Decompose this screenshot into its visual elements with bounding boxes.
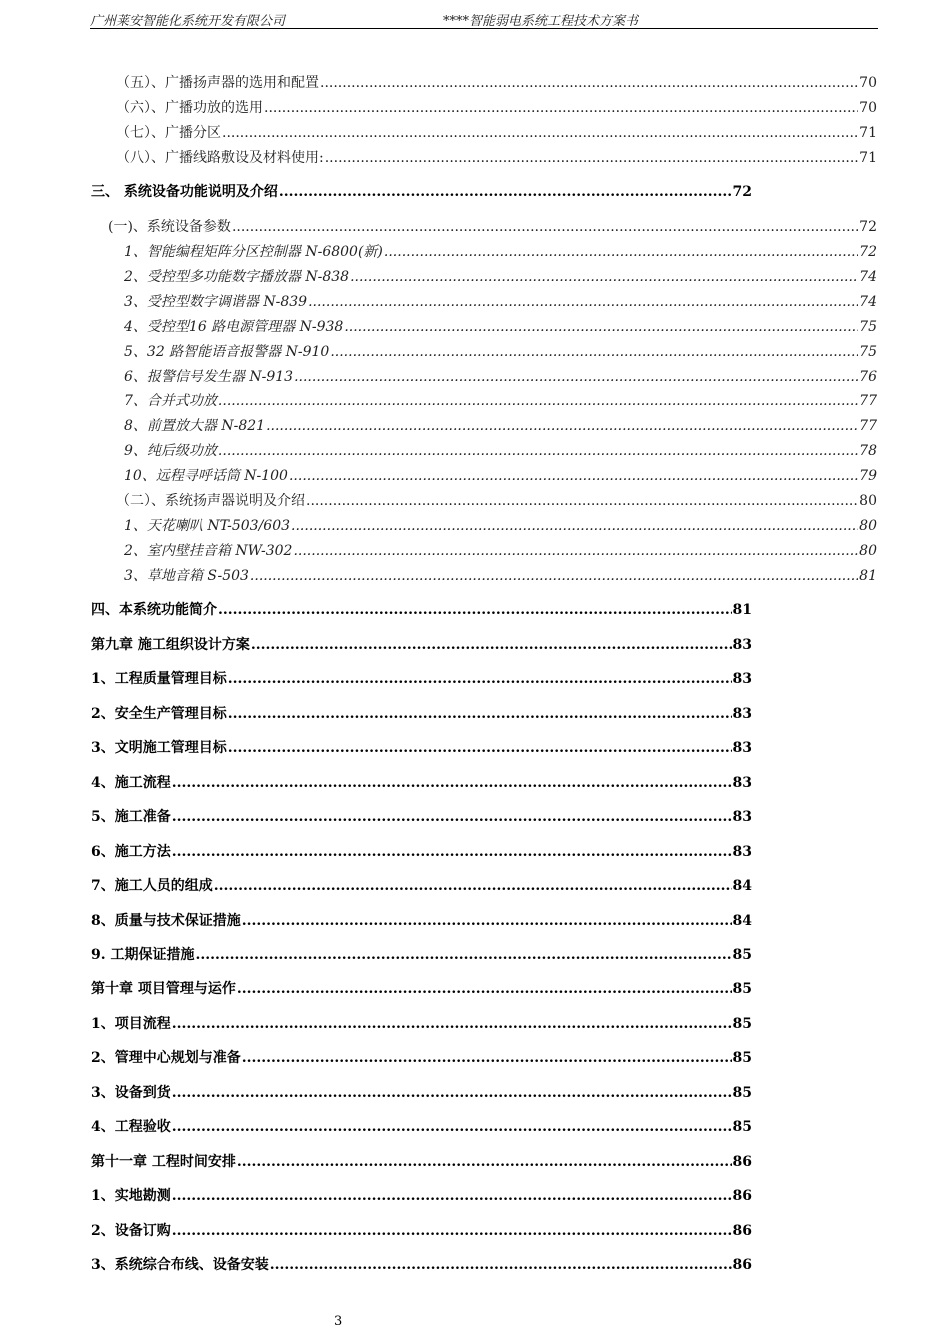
toc-entry[interactable]: 9、纯后级功放 ..... 78 [124,440,877,460]
header-company: 广州莱安智能化系统开发有限公司 [90,14,286,29]
toc-heading[interactable]: 7、施工人员的组成 ..... 84 [91,875,752,895]
toc-heading[interactable]: 3、设备到货 ..... 85 [91,1082,752,1102]
toc-heading[interactable]: 3、系统综合布线、设备安装 ..... 86 [91,1254,752,1274]
toc-entry[interactable]: 3、草地音箱 S-503 ..... 81 [124,565,877,585]
toc-entry[interactable]: 1、天花喇叭 NT-503/603 ..... 80 [124,515,877,535]
toc-heading[interactable]: 4、施工流程 ..... 83 [91,772,752,792]
toc-entry[interactable]: 8、前置放大器 N-821 ..... 77 [124,415,877,435]
toc-heading[interactable]: 四、本系统功能简介 ..... 81 [91,599,752,619]
toc-heading[interactable]: 第十一章 工程时间安排 ..... 86 [91,1151,752,1171]
toc-entry[interactable]: 4、受控型16 路电源管理器 N-938 ..... 75 [124,316,877,336]
toc-heading[interactable]: 1、项目流程 ..... 85 [91,1013,752,1033]
toc-entry[interactable]: （八）、广播线路敷设及材料使用: ..... 71 [116,147,877,167]
toc-heading[interactable]: 2、管理中心规划与准备 ..... 85 [91,1047,752,1067]
toc-heading[interactable]: 4、工程验收 ..... 85 [91,1116,752,1136]
toc-entry[interactable]: 6、报警信号发生器 N-913 ..... 76 [124,366,877,386]
toc-entry[interactable]: 1、智能编程矩阵分区控制器 N-6800(新) ..... 72 [124,241,877,261]
toc-entry[interactable]: （七）、广播分区 ..... 71 [116,122,877,142]
toc-entry[interactable]: 7、合并式功放 ..... 77 [124,390,877,410]
toc-heading[interactable]: 5、施工准备 ..... 83 [91,806,752,826]
toc-heading[interactable]: 6、施工方法 ..... 83 [91,841,752,861]
toc-entry[interactable]: 2、受控型多功能数字播放器 N-838 ..... 74 [124,266,877,286]
page-header [90,8,878,29]
toc-entry[interactable]: （二）、系统扬声器说明及介绍 ..... 80 [116,490,877,510]
toc-heading[interactable]: 2、安全生产管理目标 ..... 83 [91,703,752,723]
toc-heading[interactable]: 9. 工期保证措施 ..... 85 [91,944,752,964]
toc-entry[interactable]: 5、32 路智能语音报警器 N-910 ..... 75 [124,341,877,361]
toc-entry[interactable]: 10、远程寻呼话筒 N-100 ..... 79 [124,465,877,485]
toc-heading[interactable]: 2、设备订购 ..... 86 [91,1220,752,1240]
toc-entry[interactable]: (一)、系统设备参数 ..... 72 [108,216,877,236]
toc-heading[interactable]: 第十章 项目管理与运作 ..... 85 [91,978,752,998]
toc-entry[interactable]: （五）、广播扬声器的选用和配置 ..... 70 [116,72,877,92]
header-doc-title: ****智能弱电系统工程技术方案书 [443,14,639,29]
toc-heading[interactable]: 3、文明施工管理目标 ..... 83 [91,737,752,757]
toc-entry[interactable]: 2、室内壁挂音箱 NW-302 ..... 80 [124,540,877,560]
toc-heading[interactable]: 1、实地勘测 ..... 86 [91,1185,752,1205]
toc-entry[interactable]: （六）、广播功放的选用 ..... 70 [116,97,877,117]
page-number: 3 [334,1314,343,1329]
toc-heading[interactable]: 第九章 施工组织设计方案 ..... 83 [91,634,752,654]
toc-heading[interactable]: 三、 系统设备功能说明及介绍 ..... 72 [91,181,752,201]
toc-heading[interactable]: 8、质量与技术保证措施 ..... 84 [91,910,752,930]
toc-heading[interactable]: 1、工程质量管理目标 ..... 83 [91,668,752,688]
toc-entry[interactable]: 3、受控型数字调谐器 N-839 ..... 74 [124,291,877,311]
